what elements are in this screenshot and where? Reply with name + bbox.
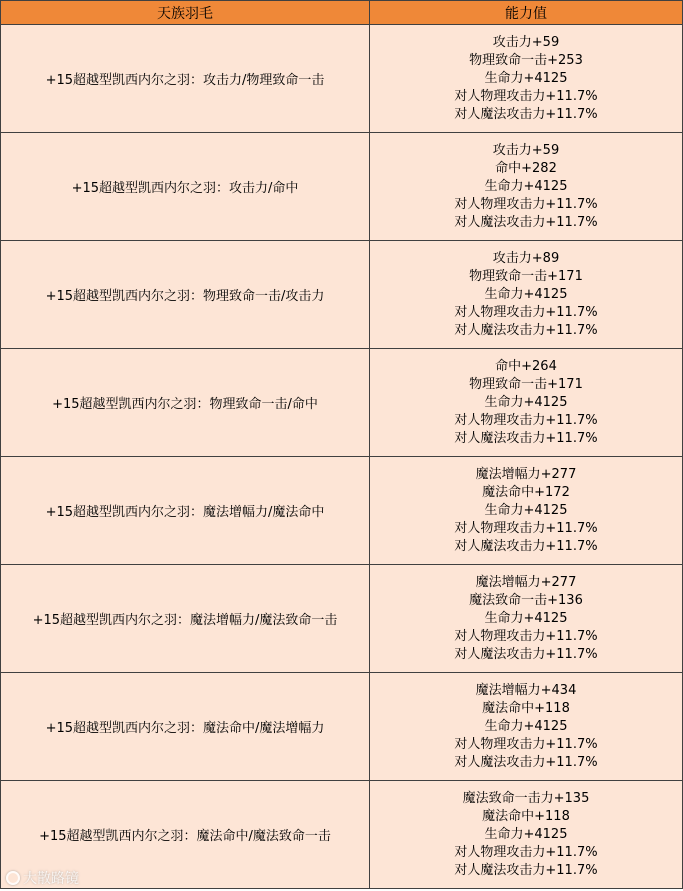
stat-line: 对人魔法攻击力+11.7% — [454, 322, 598, 338]
header-stats: 能力值 — [370, 1, 683, 25]
stat-line: 对人魔法攻击力+11.7% — [454, 754, 598, 770]
stat-line: 对人魔法攻击力+11.7% — [454, 538, 598, 554]
stat-line: 魔法增幅力+434 — [475, 682, 577, 698]
stat-line: 对人物理攻击力+11.7% — [454, 520, 598, 536]
stat-line: 对人魔法攻击力+11.7% — [454, 106, 598, 122]
stats-cell — [370, 241, 683, 349]
stat-line: 命中+282 — [495, 160, 557, 176]
table-row — [1, 349, 683, 457]
stat-line: 魔法致命一击+136 — [469, 592, 583, 608]
stat-line: 生命力+4125 — [484, 394, 568, 410]
table-body — [1, 25, 683, 889]
feather-name: +15超越型凯西内尔之羽：魔法命中/魔法致命一击 — [1, 781, 370, 889]
feather-name: +15超越型凯西内尔之羽：魔法增幅力/魔法致命一击 — [1, 565, 370, 673]
stat-line: 物理致命一击+171 — [469, 376, 583, 392]
stat-line: 生命力+4125 — [484, 502, 568, 518]
stats-cell — [370, 457, 683, 565]
stat-line: 生命力+4125 — [484, 286, 568, 302]
watermark-text: 大散路镜 — [23, 871, 79, 887]
table-row — [1, 457, 683, 565]
stat-line: 对人物理攻击力+11.7% — [454, 196, 598, 212]
stat-line: 生命力+4125 — [484, 70, 568, 86]
table-header-row — [1, 1, 683, 25]
feather-name: +15超越型凯西内尔之羽：物理致命一击/命中 — [1, 349, 370, 457]
stat-line: 攻击力+59 — [492, 142, 560, 158]
stat-line: 对人物理攻击力+11.7% — [454, 628, 598, 644]
table-row — [1, 673, 683, 781]
stat-line: 对人魔法攻击力+11.7% — [454, 214, 598, 230]
stats-cell — [370, 673, 683, 781]
stats-cell — [370, 349, 683, 457]
stat-line: 魔法命中+118 — [482, 808, 570, 824]
stat-line: 对人物理攻击力+11.7% — [454, 412, 598, 428]
stat-line: 攻击力+59 — [492, 34, 560, 50]
table-row — [1, 241, 683, 349]
stat-line: 生命力+4125 — [484, 178, 568, 194]
feather-name: +15超越型凯西内尔之羽：物理致命一击/攻击力 — [1, 241, 370, 349]
stats-cell — [370, 565, 683, 673]
stat-line: 生命力+4125 — [484, 610, 568, 626]
feather-name: +15超越型凯西内尔之羽：魔法命中/魔法增幅力 — [1, 673, 370, 781]
feather-name: +15超越型凯西内尔之羽：攻击力/命中 — [1, 133, 370, 241]
header-feather: 天族羽毛 — [1, 1, 370, 25]
table-row — [1, 25, 683, 133]
stats-cell — [370, 781, 683, 889]
stat-line: 对人魔法攻击力+11.7% — [454, 430, 598, 446]
stat-line: 魔法命中+172 — [482, 484, 570, 500]
stat-line: 生命力+4125 — [484, 718, 568, 734]
stat-line: 攻击力+89 — [492, 250, 560, 266]
stat-line: 命中+264 — [495, 358, 557, 374]
stats-cell — [370, 25, 683, 133]
stat-line: 魔法致命一击力+135 — [462, 790, 590, 806]
stat-line: 对人物理攻击力+11.7% — [454, 88, 598, 104]
stat-line: 对人物理攻击力+11.7% — [454, 304, 598, 320]
stat-line: 对人物理攻击力+11.7% — [454, 844, 598, 860]
watermark — [6, 868, 79, 888]
stats-cell — [370, 133, 683, 241]
feather-name: +15超越型凯西内尔之羽：魔法增幅力/魔法命中 — [1, 457, 370, 565]
table-row — [1, 565, 683, 673]
stat-line: 魔法命中+118 — [482, 700, 570, 716]
table-row — [1, 781, 683, 889]
stat-line: 对人魔法攻击力+11.7% — [454, 646, 598, 662]
stat-line: 对人物理攻击力+11.7% — [454, 736, 598, 752]
circle-logo-icon — [6, 871, 20, 885]
stat-line: 生命力+4125 — [484, 826, 568, 842]
table-row — [1, 133, 683, 241]
stat-line: 物理致命一击+171 — [469, 268, 583, 284]
stat-line: 魔法增幅力+277 — [475, 574, 577, 590]
stat-line: 魔法增幅力+277 — [475, 466, 577, 482]
feather-name: +15超越型凯西内尔之羽：攻击力/物理致命一击 — [1, 25, 370, 133]
stat-line: 物理致命一击+253 — [469, 52, 583, 68]
stat-line: 对人魔法攻击力+11.7% — [454, 862, 598, 878]
